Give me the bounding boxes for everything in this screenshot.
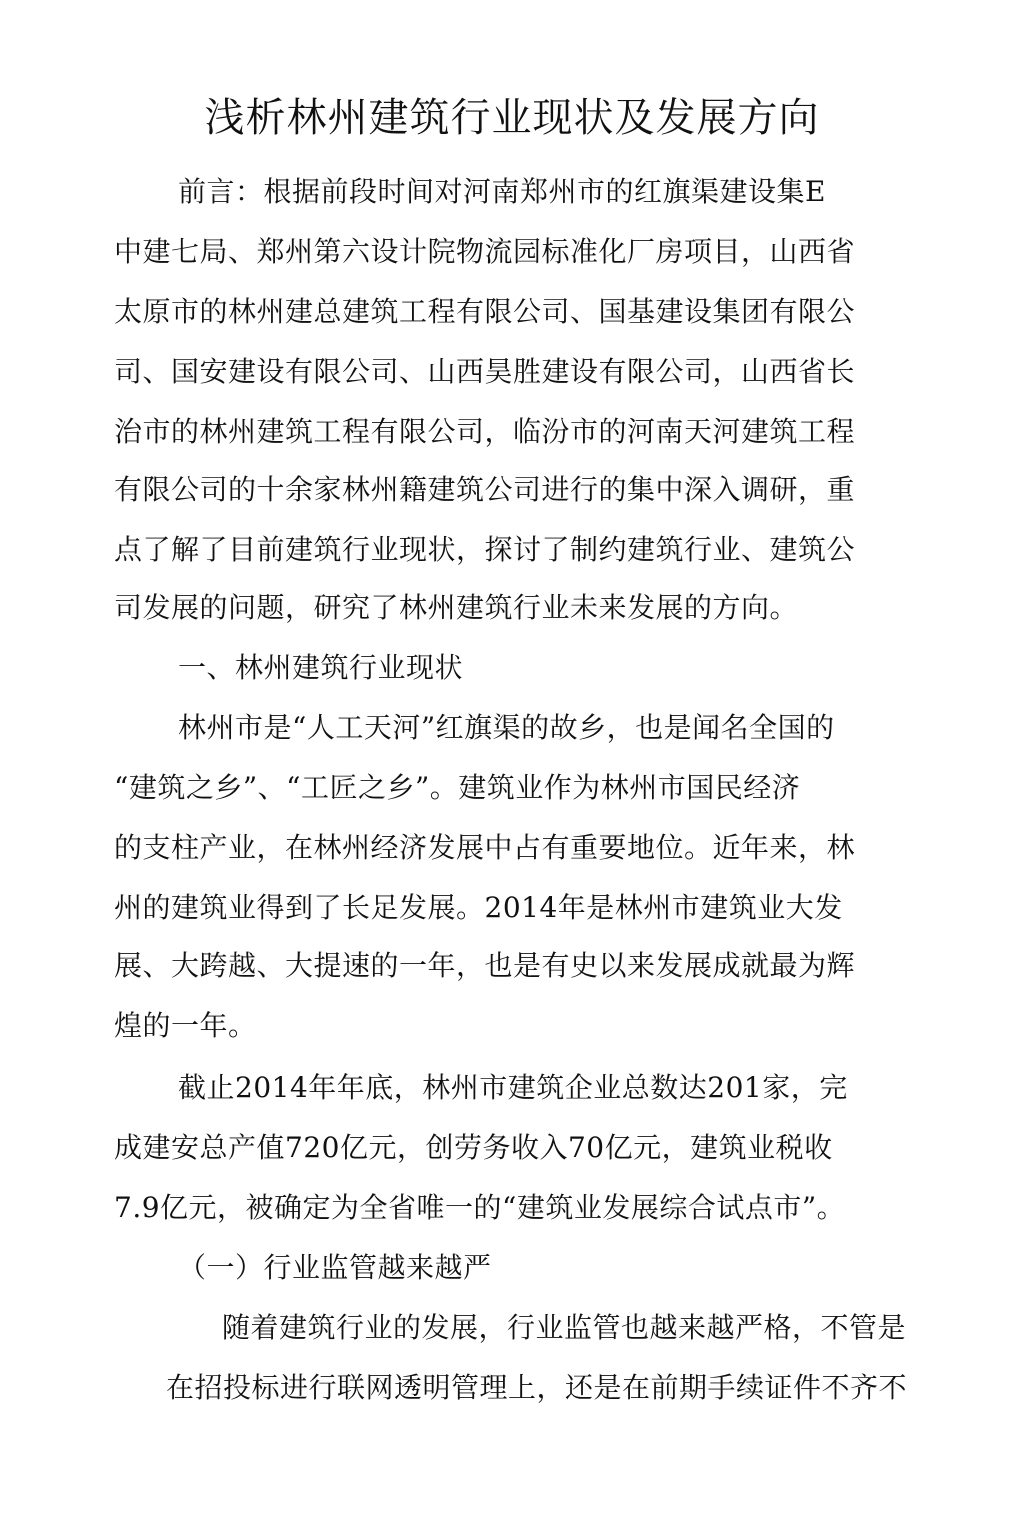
body-line: “建筑之乡”、“工匠之乡”。建筑业作为林州市国民经济 — [114, 771, 801, 804]
preface-line-7: 点了解了目前建筑行业现状，探讨了制约建筑行业、建筑公 — [114, 533, 856, 566]
preface-line-5: 治市的林州建筑工程有限公司，临汾市的河南天河建筑工程 — [114, 415, 856, 448]
body-line: 州的建筑业得到了长足发展。2014年是林州市建筑业大发 — [114, 891, 843, 924]
preface-line-6: 有限公司的十余家林州籍建筑公司进行的集中深入调研，重 — [114, 473, 856, 506]
body-line: 在招投标进行联网透明管理上，还是在前期手续证件不齐不 — [166, 1371, 908, 1404]
preface-line-2: 中建七局、郑州第六设计院物流园标准化厂房项目，山西省 — [114, 235, 856, 268]
preface-line-8: 司发展的问题，研究了林州建筑行业未来发展的方向。 — [114, 591, 799, 624]
body-line: 截止2014年年底，林州市建筑企业总数达201家，完 — [178, 1071, 848, 1104]
subsection-heading-1: （一）行业监管越来越严 — [178, 1251, 492, 1284]
body-line: 林州市是“人工天河”红旗渠的故乡，也是闻名全国的 — [178, 711, 835, 744]
section-heading-1: 一、林州建筑行业现状 — [178, 651, 464, 684]
body-line: 7.9亿元，被确定为全省唯一的“建筑业发展综合试点市”。 — [114, 1191, 846, 1224]
body-line: 随着建筑行业的发展，行业监管也越来越严格，不管是 — [222, 1311, 907, 1344]
preface-line-1: 前言：根据前段时间对河南郑州市的红旗渠建设集E — [178, 175, 826, 208]
document-title: 浅析林州建筑行业现状及发展方向 — [204, 95, 820, 141]
preface-line-3: 太原市的林州建总建筑工程有限公司、国基建设集团有限公 — [114, 295, 856, 328]
body-line: 的支柱产业，在林州经济发展中占有重要地位。近年来，林 — [114, 831, 856, 864]
body-line: 展、大跨越、大提速的一年，也是有史以来发展成就最为辉 — [114, 949, 856, 982]
body-line: 煌的一年。 — [114, 1009, 257, 1042]
body-line: 成建安总产值720亿元，创劳务收入70亿元，建筑业税收 — [114, 1131, 833, 1164]
preface-line-4: 司、国安建设有限公司、山西昊胜建设有限公司，山西省长 — [114, 355, 856, 388]
